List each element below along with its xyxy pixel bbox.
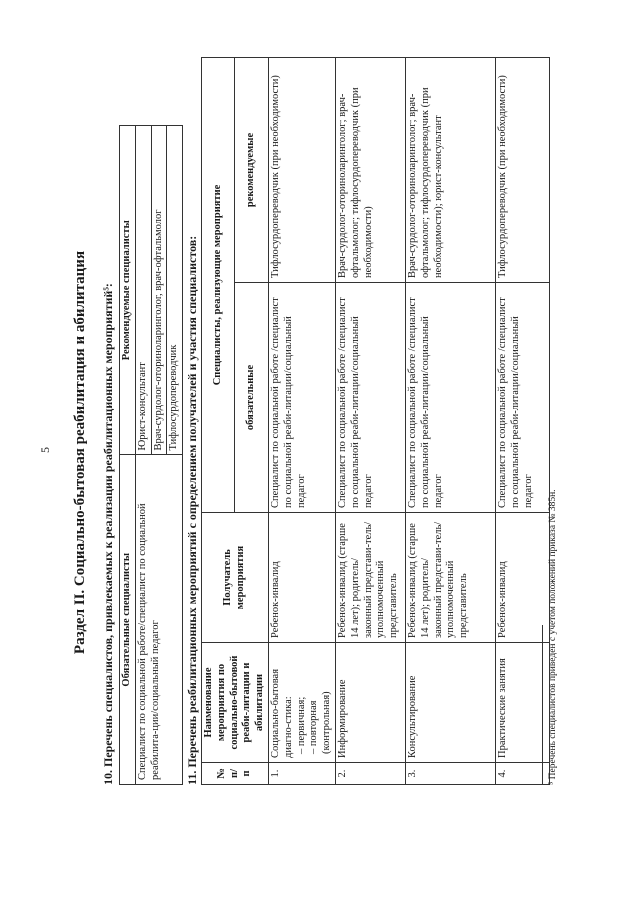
row-mandatory: Специалист по социальной работе /специалист по социальной реаби-литации/социальный педагог <box>335 283 405 513</box>
recommended-specialist: Тифлосурдопереводчик <box>167 126 183 456</box>
mandatory-specialists-cell: Специалист по социальной работе/специалист по социальной реабилита-ции/социальный педагог <box>135 455 182 785</box>
row-num: 1. <box>268 763 335 785</box>
header-activity-name: Наименование мероприятия по социально-бытовой реаби-литации и абилитации <box>202 643 269 763</box>
row-activity <box>268 643 335 763</box>
row-num: 2. <box>335 763 405 785</box>
activity-subitem: – первичная; <box>296 647 309 758</box>
header-num: № п/п <box>202 763 269 785</box>
section11-heading: 11. Перечень реабилитационных мероприятий с определением получателей и участия специалистов: <box>185 235 199 785</box>
row-mandatory: Специалист по социальной работе /специалист по социальной реаби-литации/социальный педагог <box>405 283 495 513</box>
row-activity-name: Социально-бытовая диагно-стика: <box>269 668 294 758</box>
section-title: Раздел II. Социально-бытовая реабилитация и абилитация <box>72 250 88 655</box>
recommended-specialist: Юрист-консультант <box>135 126 151 456</box>
recommended-specialists-header: Рекомендуемые специалисты <box>120 126 136 456</box>
footnote: ⁵ Перечень специалистов приведен с учетом положений приказа № 385н. <box>548 489 558 785</box>
row-recipient: Ребенок-инвалид (старше 14 лет); родитель/законный представи-тель/уполномоченный представитель <box>405 513 495 643</box>
activity-subitem: – повторная (контрольная) <box>308 647 334 758</box>
row-mandatory: Специалист по социальной работе /специалист по социальной реаби-литации/социальный педагог <box>495 283 549 513</box>
row-recommended: Врач-сурдолог-оториноларинголог; врач-офтальмолог; тифлосурдопереводчик (при необходимости); юрист-консультант <box>405 58 495 283</box>
recommended-specialist: Врач-сурдолог-оториноларинголог, врач-офтальмолог <box>151 126 167 456</box>
page-number: 5 <box>38 447 52 453</box>
header-recommended: рекомендуемые <box>235 58 269 283</box>
header-recipient: Получатель мероприятия <box>202 513 269 643</box>
row-recipient: Ребенок-инвалид <box>268 513 335 643</box>
activities-table <box>201 57 550 785</box>
row-activity-name: Информирование <box>335 643 405 763</box>
section10-heading: 10. Перечень специалистов, привлекаемых к реализации реабилитационных мероприятий⁵: <box>101 283 115 785</box>
row-recipient: Ребенок-инвалид (старше 14 лет); родитель/законный представи-тель/уполномоченный представитель <box>335 513 405 643</box>
footnote-divider <box>542 625 543 785</box>
specialists-table <box>119 125 183 785</box>
row-activity-name: Консультирование <box>405 643 495 763</box>
row-recommended: Врач-сурдолог-оториноларинголог; врач-офтальмолог; тифлосурдопереводчик (при необходимости) <box>335 58 405 283</box>
header-mandatory: обязательные <box>235 283 269 513</box>
row-recommended: Тифлосурдопереводчик (при необходимости) <box>495 58 549 283</box>
table-row <box>405 58 495 785</box>
row-num: 3. <box>405 763 495 785</box>
header-specialists: Специалисты, реализующие мероприятие <box>202 58 235 513</box>
row-recommended: Тифлосурдопереводчик (при необходимости) <box>268 58 335 283</box>
row-mandatory: Специалист по социальной работе /специалист по социальной реаби-литации/социальный педагог <box>268 283 335 513</box>
table-row <box>268 58 335 785</box>
row-activity-name: Практические занятия <box>495 643 549 763</box>
activity-subitems <box>296 647 334 758</box>
row-recipient: Ребенок-инвалид <box>495 513 549 643</box>
mandatory-specialists-header: Обязательные специалисты <box>120 455 136 785</box>
row-num: 4. <box>495 763 549 785</box>
table-row <box>335 58 405 785</box>
